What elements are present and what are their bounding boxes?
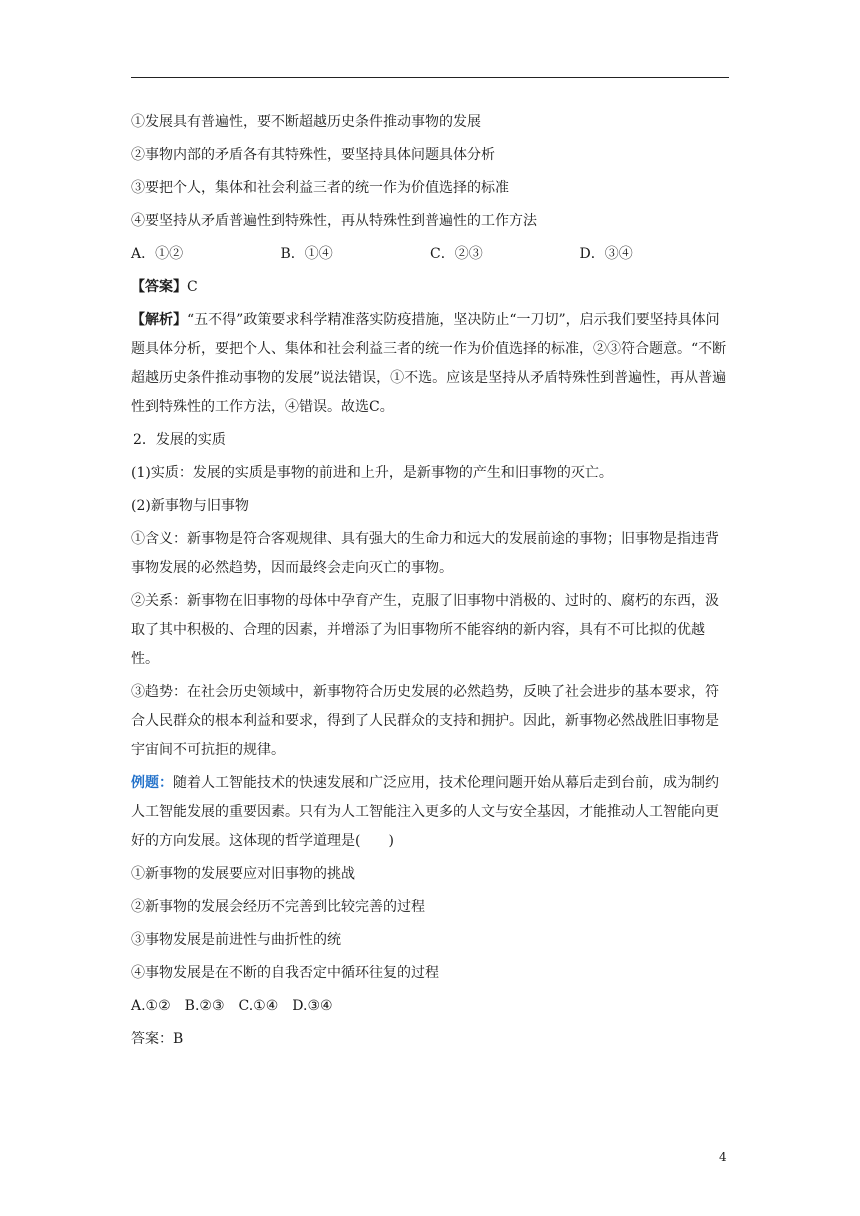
section-meaning: ①含义：新事物是符合客观规律、具有强大的生命力和远大的发展前途的事物；旧事物是指违背事物发展的必然趋势，因而最终会走向灭亡的事物。: [131, 531, 719, 576]
q1-choice-a: A．①②: [131, 246, 184, 262]
q1-choices: [131, 240, 729, 269]
analysis-text: “五不得”政策要求科学精准落实防疫措施，坚决防止“一刀切”，启示我们要坚持具体问题具体分析，要把个人、集体和社会利益三者的统一作为价值选择的标准，②③符合题意。“不断超越历史条件推动事物的发展”说法错误，①不选。应该是坚持从矛盾特殊性到普遍性，再从普遍性到特殊性的工作方法，④错误。故选C。: [131, 312, 727, 415]
example-option-3: ③事物发展是前进性与曲折性的统: [131, 932, 341, 948]
answer-value: C: [187, 279, 198, 295]
q1-choice-d: D．③④: [579, 246, 633, 262]
document-body: [131, 108, 729, 1058]
analysis-label: 【解析】: [131, 312, 187, 328]
example-label: 例题：: [131, 775, 173, 791]
example-option-4: ④事物发展是在不断的自我否定中循环往复的过程: [131, 965, 439, 981]
q1-choice-b: B．①④: [280, 246, 333, 262]
q1-option-4: ④要坚持从矛盾普遍性到特殊性，再从特殊性到普遍性的工作方法: [131, 213, 537, 229]
answer-label: 【答案】: [131, 279, 187, 295]
example-stem: [131, 769, 729, 856]
section-trend: ③趋势：在社会历史领域中，新事物符合历史发展的必然趋势，反映了社会进步的基本要求，符合人民群众的根本利益和要求，得到了人民群众的支持和拥护。因此，新事物必然战胜旧事物是宇宙间不可抗拒的规律。: [131, 684, 719, 758]
example-choices: A.①② B.②③ C.①④ D.③④: [131, 998, 333, 1014]
section-relation: ②关系：新事物在旧事物的母体中孕育产生，克服了旧事物中消极的、过时的、腐朽的东西，汲取了其中积极的、合理的因素，并增添了为旧事物所不能容纳的新内容，具有不可比拟的优越性。: [131, 593, 719, 667]
example-option-2: ②新事物的发展会经历不完善到比较完善的过程: [131, 899, 425, 915]
example-text: 随着人工智能技术的快速发展和广泛应用，技术伦理问题开始从幕后走到台前，成为制约人工智能发展的重要因素。只有为人工智能注入更多的人文与安全基因，才能推动人工智能向更好的方向发展。这体现的哲学道理是( ): [131, 775, 719, 849]
q1-answer: [131, 273, 729, 302]
section-essence: (1)实质：发展的实质是事物的前进和上升，是新事物的产生和旧事物的灭亡。: [131, 465, 613, 481]
section-subheading: (2)新事物与旧事物: [131, 498, 249, 514]
header-rule: [131, 77, 729, 78]
q1-choice-c: C．②③: [430, 246, 483, 262]
q1-analysis: [131, 306, 729, 422]
q1-option-1: ①发展具有普遍性，要不断超越历史条件推动事物的发展: [131, 114, 481, 130]
example-answer: 答案：B: [131, 1031, 184, 1047]
section-heading: 2．发展的实质: [133, 432, 226, 448]
example-option-1: ①新事物的发展要应对旧事物的挑战: [131, 866, 355, 882]
q1-option-2: ②事物内部的矛盾各有其特殊性，要坚持具体问题具体分析: [131, 147, 495, 163]
q1-option-3: ③要把个人，集体和社会利益三者的统一作为价值选择的标准: [131, 180, 509, 196]
page-number: 4: [719, 1150, 727, 1164]
